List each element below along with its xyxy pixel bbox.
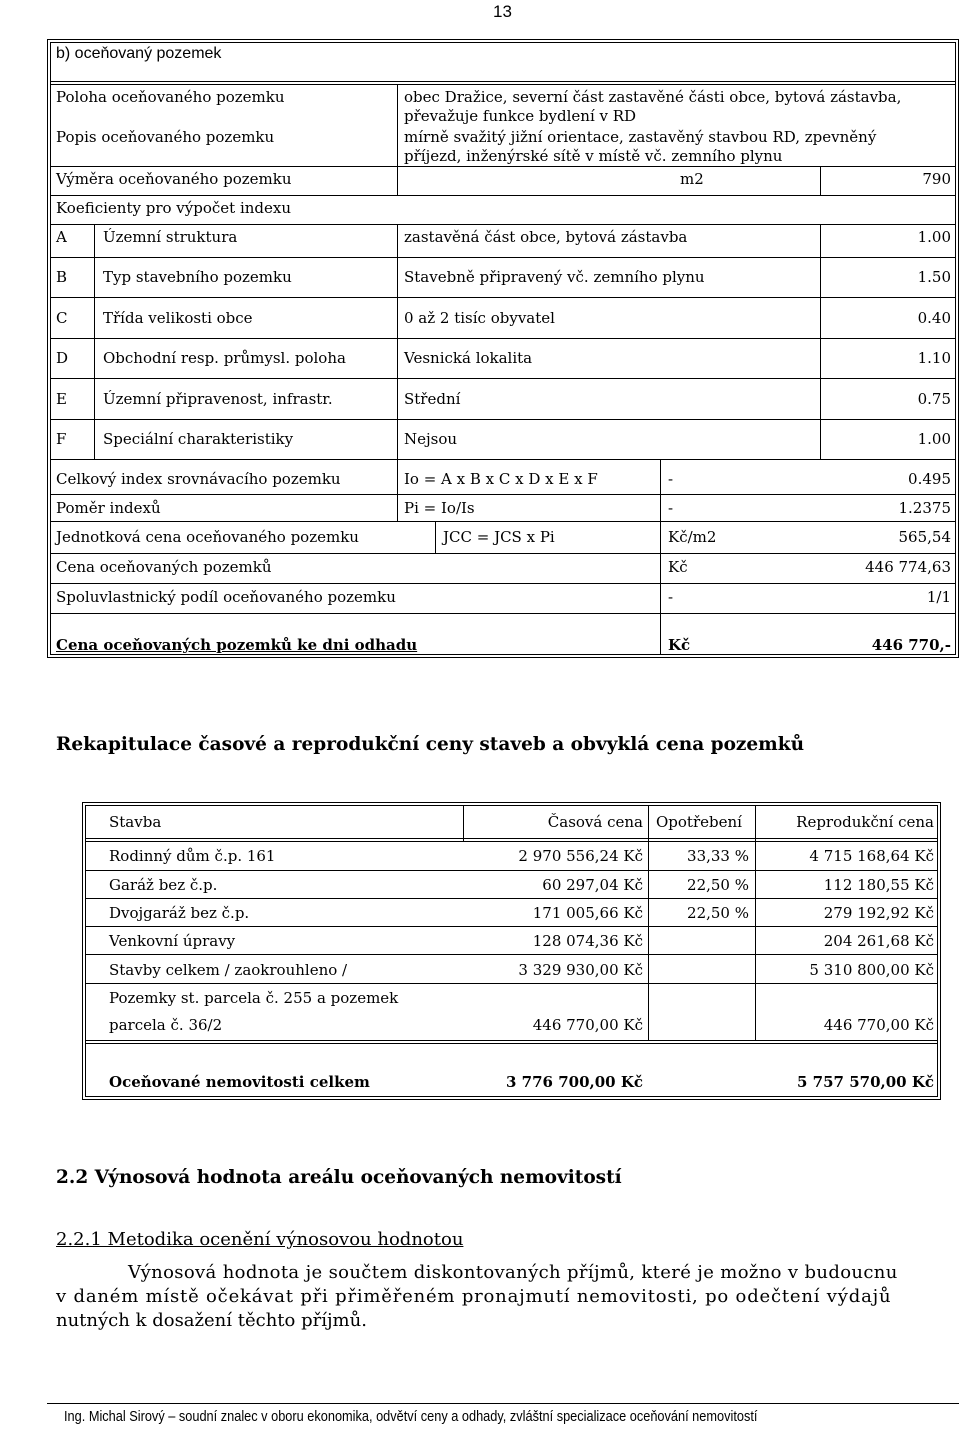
coef-desc: Střední <box>404 390 461 408</box>
row-rep: 112 180,55 Kč <box>823 876 934 894</box>
footer-text: Ing. Michal Sirový – soudní znalec v oboru ekonomika, odvětví ceny a odhady, zvláštní specializace oceňování nemovitostí <box>64 1409 758 1425</box>
index-ratio-unit: - <box>668 499 674 517</box>
coef-name: Územní struktura <box>103 228 238 246</box>
unit-price-value: 565,54 <box>898 528 951 546</box>
coef-letter: A <box>56 228 67 246</box>
col-header-casova-cena: Časová cena <box>547 813 643 831</box>
index-ratio-label: Poměr indexů <box>56 499 161 517</box>
row-opo: 22,50 % <box>687 904 749 922</box>
coef-desc: Vesnická lokalita <box>404 349 533 367</box>
land-row-name-2: parcela č. 36/2 <box>109 1016 223 1034</box>
row-rep: 4 715 168,64 Kč <box>809 847 934 865</box>
coef-name: Územní připravenost, infrastr. <box>103 390 333 408</box>
coef-name: Typ stavebního pozemku <box>103 268 292 286</box>
share-label: Spoluvlastnický podíl oceňovaného pozemku <box>56 588 396 606</box>
area-value: 790 <box>922 170 951 188</box>
coef-letter: F <box>56 430 67 448</box>
final-price-label: Cena oceňovaných pozemků ke dni odhadu <box>56 636 418 654</box>
coef-letter: C <box>56 309 68 327</box>
total-index-formula: Io = A x B x C x D x E x F <box>404 470 598 488</box>
land-price-unit: Kč <box>668 558 688 576</box>
description-value-1: mírně svažitý jižní orientace, zastavěný stavbou RD, zpevněný <box>404 128 877 146</box>
description-label: Popis oceňovaného pozemku <box>56 128 275 146</box>
unit-price-unit: Kč/m2 <box>668 528 717 546</box>
index-ratio-value: 1.2375 <box>898 499 951 517</box>
total-cas: 3 776 700,00 Kč <box>506 1073 643 1091</box>
coef-value: 1.10 <box>917 349 951 367</box>
row-name: Venkovní úpravy <box>109 932 236 950</box>
coef-desc: Stavebně připravený vč. zemního plynu <box>404 268 705 286</box>
paragraph-line-2: v daném místě očekávat při přiměřeném pronajmutí nemovitosti, po odečtení výdajů <box>56 1286 892 1307</box>
final-price-unit: Kč <box>668 636 691 654</box>
paragraph-line-3: nutných k dosažení těchto příjmů. <box>56 1310 367 1331</box>
row-name: Rodinný dům č.p. 161 <box>109 847 276 865</box>
coef-desc: 0 až 2 tisíc obyvatel <box>404 309 555 327</box>
land-price-value: 446 774,63 <box>865 558 951 576</box>
area-label: Výměra oceňovaného pozemku <box>56 170 292 188</box>
coef-desc: zastavěná část obce, bytová zástavba <box>404 228 688 246</box>
row-rep: 204 261,68 Kč <box>823 932 934 950</box>
index-ratio-formula: Pi = Io/Is <box>404 499 475 517</box>
land-price-label: Cena oceňovaných pozemků <box>56 558 272 576</box>
unit-price-formula: JCC = JCS x Pi <box>443 528 555 546</box>
coef-value: 1.00 <box>917 228 951 246</box>
row-opo: 22,50 % <box>687 876 749 894</box>
methodology-paragraph <box>56 1261 952 1333</box>
coefficients-label: Koeficienty pro výpočet indexu <box>56 199 292 217</box>
coef-name: Speciální charakteristiky <box>103 430 294 448</box>
paragraph-line-1: Výnosová hodnota je součtem diskontovaných příjmů, které je možno v budoucnu <box>128 1262 898 1283</box>
coef-name: Třída velikosti obce <box>103 309 253 327</box>
coef-value: 0.40 <box>917 309 951 327</box>
final-price-value: 446 770,- <box>871 636 951 654</box>
total-index-value: 0.495 <box>908 470 951 488</box>
land-row-name-1: Pozemky st. parcela č. 255 a pozemek <box>109 989 399 1007</box>
row-name: Stavby celkem / zaokrouhleno / <box>109 961 348 979</box>
section-2-2-1-heading: 2.2.1 Metodika ocenění výnosovou hodnotou <box>56 1229 464 1250</box>
row-cas: 171 005,66 Kč <box>532 904 643 922</box>
total-index-unit: - <box>668 470 674 488</box>
coef-letter: B <box>56 268 68 286</box>
row-opo: 33,33 % <box>687 847 749 865</box>
coef-letter: D <box>56 349 69 367</box>
area-unit: m2 <box>680 170 704 188</box>
col-header-stavba: Stavba <box>109 813 162 831</box>
location-label: Poloha oceňovaného pozemku <box>56 88 285 106</box>
coef-value: 1.50 <box>917 268 951 286</box>
row-rep: 279 192,92 Kč <box>823 904 934 922</box>
col-header-opotrebeni: Opotřebení <box>656 813 742 831</box>
section-title: b) oceňovaný pozemek <box>56 45 222 62</box>
col-header-reprodukcni: Reprodukční cena <box>796 813 934 831</box>
coef-letter: E <box>56 390 67 408</box>
total-label: Oceňované nemovitosti celkem <box>109 1073 370 1091</box>
row-name: Dvojgaráž bez č.p. <box>109 904 250 922</box>
row-cas: 60 297,04 Kč <box>542 876 643 894</box>
coef-value: 0.75 <box>917 390 951 408</box>
land-row-rep: 446 770,00 Kč <box>823 1016 934 1034</box>
page-number: 13 <box>493 2 512 21</box>
coef-desc: Nejsou <box>404 430 458 448</box>
row-cas: 3 329 930,00 Kč <box>518 961 643 979</box>
row-name: Garáž bez č.p. <box>109 876 218 894</box>
coef-name: Obchodní resp. průmysl. poloha <box>103 349 346 367</box>
land-row-cas: 446 770,00 Kč <box>532 1016 643 1034</box>
row-cas: 2 970 556,24 Kč <box>518 847 643 865</box>
row-rep: 5 310 800,00 Kč <box>809 961 934 979</box>
location-value-2: převažuje funkce bydlení v RD <box>404 107 637 125</box>
recap-heading: Rekapitulace časové a reprodukční ceny staveb a obvyklá cena pozemků <box>56 734 805 755</box>
total-index-label: Celkový index srovnávacího pozemku <box>56 470 341 488</box>
section-2-2-heading: 2.2 Výnosová hodnota areálu oceňovaných nemovitostí <box>56 1167 622 1188</box>
total-rep: 5 757 570,00 Kč <box>797 1073 934 1091</box>
unit-price-label: Jednotková cena oceňovaného pozemku <box>56 528 359 546</box>
share-value: 1/1 <box>926 588 951 606</box>
share-unit: - <box>668 588 674 606</box>
row-cas: 128 074,36 Kč <box>532 932 643 950</box>
description-value-2: příjezd, inženýrské sítě v místě vč. zemního plynu <box>404 147 783 165</box>
location-value-1: obec Dražice, severní část zastavěné části obce, bytová zástavba, <box>404 88 902 106</box>
coef-value: 1.00 <box>917 430 951 448</box>
